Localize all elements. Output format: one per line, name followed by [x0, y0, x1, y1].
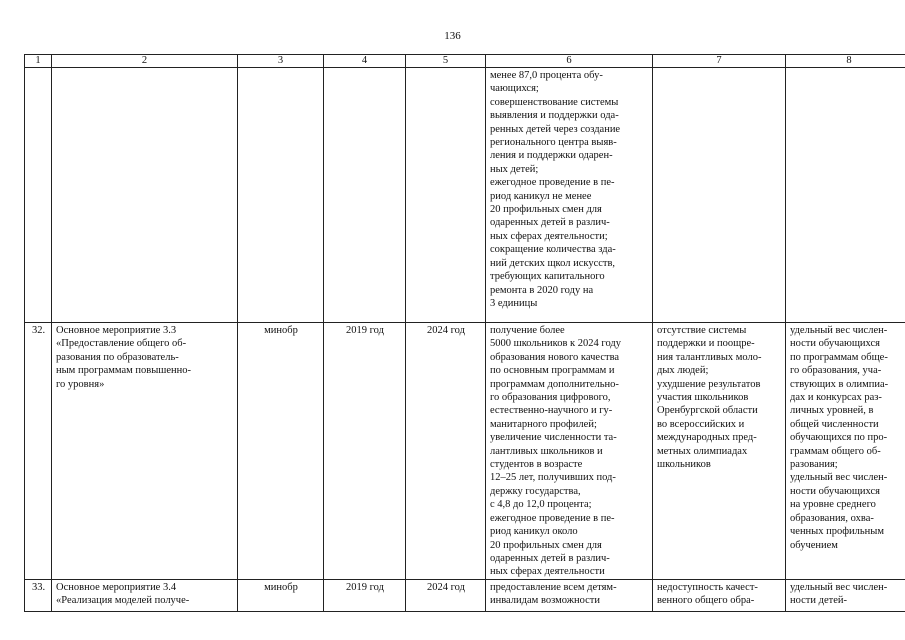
cell-text-line: 20 профильных смен для [490, 539, 602, 551]
risks-cell [653, 68, 786, 323]
indicators-cell [786, 579, 905, 611]
cell-text-line: регионального центра выяв- [490, 137, 617, 149]
cell-text-line: разования по образователь- [56, 351, 179, 363]
end-year-cell [406, 68, 486, 323]
cell-text-line: 12–25 лет, получивших под- [490, 472, 616, 484]
expected-result-cell [486, 579, 653, 611]
cell-text-line: ния талантливых моло- [657, 351, 762, 363]
cell-text-line: манитарного профилей; [490, 418, 597, 430]
cell-text-line: чающихся; [490, 83, 539, 95]
responsible-cell [238, 68, 324, 323]
column-number: 7 [653, 55, 786, 68]
cell-text-line: студентов в возрасте [490, 459, 583, 471]
cell-text-line: ухудшение результатов [657, 378, 761, 390]
table-row [25, 68, 905, 323]
cell-text-line: 5000 школьников к 2024 году [490, 338, 621, 350]
cell-text-line: участия школьников [657, 392, 749, 404]
cell-text-line: ным программам повышенно- [56, 365, 192, 377]
cell-text-line: с 4,8 до 12,0 процента; [490, 499, 592, 511]
cell-text-line: ремонта в 2020 году на [490, 284, 594, 296]
indicators-cell [786, 323, 905, 580]
end-year-cell: 2024 год [406, 323, 486, 580]
cell-text-line: отсутствие системы [657, 325, 747, 336]
cell-text-line: естественно-научного и гу- [490, 405, 613, 417]
end-year-cell: 2024 год [406, 579, 486, 611]
cell-text-line: «Реализация моделей получе- [56, 595, 190, 607]
cell-text-line: по основным программам и [490, 365, 615, 377]
event-cell [52, 323, 238, 580]
cell-text-line: обучением [790, 539, 838, 551]
cell-text-line: одаренных детей в различ- [490, 552, 610, 564]
column-number: 4 [324, 55, 406, 68]
cell-text-line: Основное мероприятие 3.3 [56, 325, 177, 336]
page-number: 136 [444, 30, 461, 42]
cell-text-line: образования, охва- [790, 512, 874, 524]
cell-text-line: общей численности [790, 418, 879, 430]
cell-text-line: риод каникул не менее [490, 190, 592, 202]
cell-text-line: получение более [490, 325, 565, 336]
column-number: 5 [406, 55, 486, 68]
cell-text-line: ных сферах деятельности [490, 566, 605, 578]
column-number: 3 [238, 55, 324, 68]
cell-text-line: во всероссийских и [657, 418, 745, 430]
cell-text-line: Оренбургской области [657, 405, 758, 417]
cell-text-line: инвалидам возможности [490, 595, 600, 607]
cell-text-line: сокращение количества зда- [490, 244, 616, 256]
row-number-cell: 33. [25, 579, 52, 611]
cell-text-line: ности детей- [790, 595, 847, 607]
start-year-cell: 2019 год [324, 323, 406, 580]
cell-text-line: риод каникул около [490, 526, 578, 538]
cell-text-line: удельный вес числен- [790, 581, 888, 593]
cell-text-line: удельный вес числен- [790, 325, 888, 336]
column-number-row [25, 55, 905, 68]
event-cell [52, 68, 238, 323]
cell-text-line: 20 профильных смен для [490, 204, 602, 216]
start-year-cell: 2019 год [324, 579, 406, 611]
responsible-cell: минобр [238, 579, 324, 611]
cell-text-line: венного общего обра- [657, 595, 755, 607]
cell-text-line: «Предоставление общего об- [56, 338, 187, 350]
cell-text-line: на уровне среднего [790, 499, 876, 511]
column-number: 6 [486, 55, 653, 68]
cell-text-line: предоставление всем детям- [490, 581, 617, 593]
cell-text-line: удельный вес числен- [790, 472, 888, 484]
cell-text-line: ежегодное проведение в пе- [490, 512, 615, 524]
risks-cell [653, 579, 786, 611]
cell-text-line: требующих капитального [490, 271, 605, 283]
cell-text-line: 3 единицы [490, 297, 538, 309]
cell-text-line: школьников [657, 459, 711, 471]
cell-text-line: личных уровней, в [790, 405, 874, 417]
column-number: 1 [25, 55, 52, 68]
cell-text-line: ных сферах деятельности; [490, 230, 608, 242]
cell-text-line: дых людей; [657, 365, 709, 377]
cell-text-line: го образования цифрового, [490, 392, 611, 404]
cell-text-line: ных детей; [490, 163, 539, 175]
cell-text-line: менее 87,0 процента обу- [490, 70, 603, 81]
expected-result-cell [486, 68, 653, 323]
risks-cell [653, 323, 786, 580]
cell-text-line: держку государства, [490, 485, 581, 497]
cell-text-line: увеличение численности та- [490, 432, 617, 444]
cell-text-line: ствующих в олимпиа- [790, 378, 889, 390]
cell-text-line: ности обучающихся [790, 485, 880, 497]
cell-text-line: ежегодное проведение в пе- [490, 177, 615, 189]
row-number-cell: 32. [25, 323, 52, 580]
cell-text-line: ления и поддержки одарен- [490, 150, 613, 162]
cell-text-line: выявления и поддержки ода- [490, 110, 619, 122]
indicators-cell [786, 68, 905, 323]
cell-text-line: международных пред- [657, 432, 757, 444]
column-number: 8 [786, 55, 905, 68]
column-number: 2 [52, 55, 238, 68]
cell-text-line: метных олимпиадах [657, 445, 748, 457]
start-year-cell [324, 68, 406, 323]
cell-text-line: граммам общего об- [790, 445, 881, 457]
cell-text-line: ний детских щкол искусств, [490, 257, 616, 269]
cell-text-line: поддержки и поощре- [657, 338, 755, 350]
cell-text-line: обучающихся по про- [790, 432, 888, 444]
cell-text-line: го образования, уча- [790, 365, 882, 377]
program-events-table [24, 54, 905, 612]
cell-text-line: одаренных детей в различ- [490, 217, 610, 229]
cell-text-line: разования; [790, 459, 838, 471]
event-cell [52, 579, 238, 611]
row-number-cell [25, 68, 52, 323]
cell-text-line: образования нового качества [490, 351, 620, 363]
cell-text-line: го уровня» [56, 378, 105, 390]
cell-text-line: ченных профильным [790, 526, 884, 538]
cell-text-line: Основное мероприятие 3.4 [56, 581, 177, 593]
cell-text-line: ренных детей через создание [490, 123, 621, 135]
table-row [25, 323, 905, 580]
cell-text-line: ности обучающихся [790, 338, 880, 350]
cell-text-line: лантливых школьников и [490, 445, 603, 457]
expected-result-cell [486, 323, 653, 580]
cell-text-line: недоступность качест- [657, 581, 758, 593]
responsible-cell: минобр [238, 323, 324, 580]
table-row [25, 579, 905, 611]
cell-text-line: программам дополнительно- [490, 378, 619, 390]
cell-text-line: совершенствование системы [490, 96, 619, 108]
cell-text-line: по программам обще- [790, 351, 888, 363]
cell-text-line: дах и конкурсах раз- [790, 392, 882, 404]
